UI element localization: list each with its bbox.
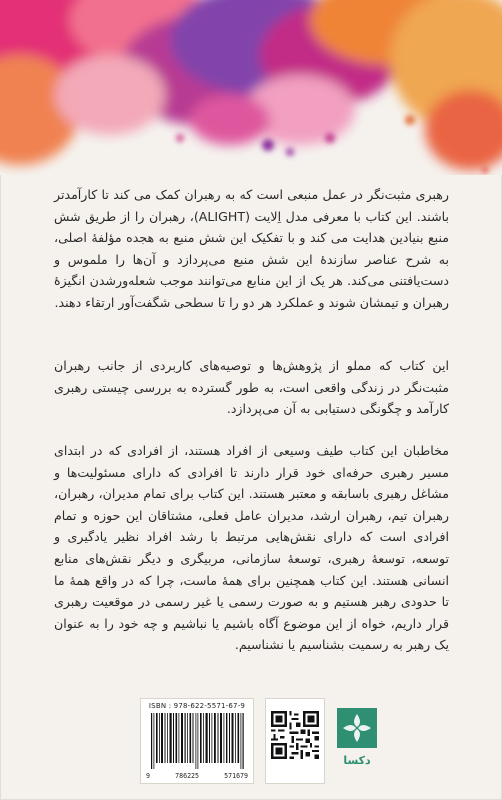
barcode-digit-right: 571679: [224, 772, 248, 780]
paragraph-text-2: این کتاب که مملو از پژوهش‌ها و توصیه‌های کاربردی از جانب رهبران مثبت‌نگر در زندگی واقعی است، به طور گسترده به بررسی چیستی رهبری کارآمد و چگونگی دستیابی به آن می‌پردازد.: [54, 358, 449, 417]
barcode: [149, 713, 245, 769]
publisher-name: دکسا: [343, 754, 371, 767]
watercolor-splash: [0, 0, 502, 175]
isbn-number: ISBN : 978-622-5571-67-9: [148, 702, 246, 710]
cover-footer: [0, 690, 502, 800]
publisher-logo-box: [335, 698, 379, 782]
description-paragraph-3: [54, 440, 449, 656]
paragraph-text-1: رهبری مثبت‌نگر در عمل منبعی است که به رهبران کمک می کند تا کارآمدتر باشند. این کتاب با معرفی مدل اِلایت (ALIGHT)، رهبران را از طریق شش منبع بنیادین هدایت می کند و با تفکیک این شش منبع به هجده مؤلفهٔ اصلی، به شرح عناصر سازندهٔ این شش منبع می‌پردازد و آن‌ها را ملموس و دست‌یافتنی می‌کند. هر یک از این منابع می‌توانند موجب شعله‌ورشدن انگیزهٔ رهبران و تیمشان شوند و عملکرد هر دو را تا سطحی شگفت‌آور ارتقاء دهند.: [54, 187, 450, 310]
description-paragraph-2: [54, 355, 449, 420]
isbn-barcode-box: [140, 698, 254, 784]
barcode-digit-left: 786225: [175, 772, 199, 780]
paragraph-text-3: مخاطبان این کتاب طیف وسیعی از افراد هستند، از افرادی که در ابتدای مسیر رهبری حرفه‌ای خود قرار دارند تا افرادی که دارای مسئولیت‌ها و مشاغل رهبری باسابقه و معتبر هستند. این کتاب برای تمام مدیران، رهبران، رهبران تیم، رهبران ارشد، مدیران عامل فعلی، مشتاقان این حوزه و تمام افرادی است که دارای نقش‌هایی مرتبط با رشد افراد نظیر یادگیری و توسعه، توسعهٔ رهبری، توسعهٔ سازمانی، مربیگری و دیگر نقش‌های منابع انسانی هستند. این کتاب همچنین برای همهٔ ماست، چرا که در واقع همهٔ ما تا حدودی رهبر هستیم و به صورت رسمی یا غیر رسمی در موقعیت رهبری قرار داریم، خواه از این موضوع آگاه باشیم یا نباشیم و چه خود را به عنوان یک رهبر به رسمیت بشناسیم یا نشناسیم.: [54, 443, 449, 653]
watercolor-art: [0, 0, 502, 175]
barcode-digit-lead: 9: [146, 772, 150, 780]
description-paragraph-1: [54, 184, 449, 314]
barcode-digits: [141, 772, 253, 780]
publisher-leaf-icon: [337, 708, 377, 748]
qr-code-box: [265, 698, 325, 784]
qr-code: [271, 711, 319, 759]
